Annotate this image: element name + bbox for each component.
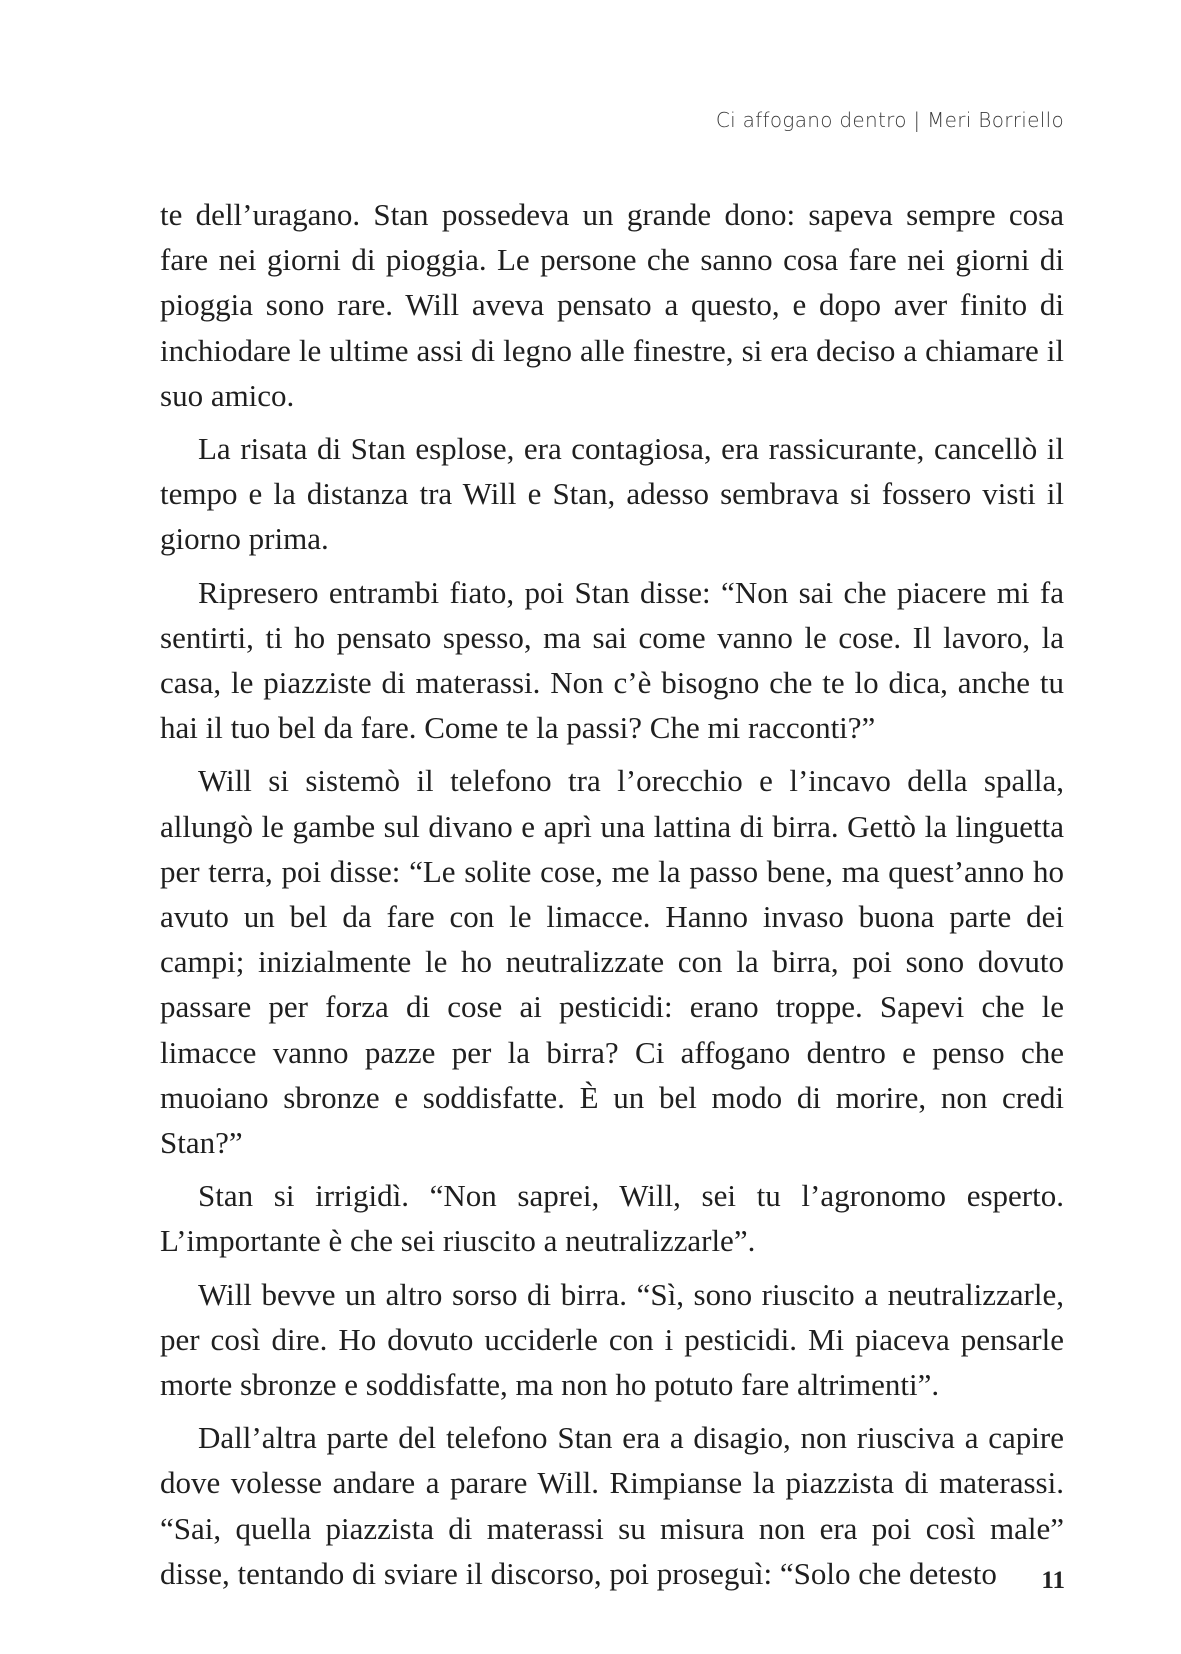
- body-text: [160, 192, 1064, 1604]
- paragraph: Will bevve un altro sorso di birra. “Sì, sono riuscito a neutralizzarle, per così dire. Ho dovuto ucciderle con i pesticidi. Mi piaceva pensarle morte sbronze e soddisfatte, ma non ho potuto fare altrimenti”.: [160, 1276, 1064, 1403]
- paragraph: Dall’altra parte del telefono Stan era a disagio, non riusciva a capire dove volesse andare a parare Will. Rimpianse la piazzista di materassi. “Sai, quella piazzista di materassi su misura non era poi così male” disse, tentando di sviare il discorso, poi proseguì: “Solo che detesto: [160, 1420, 1064, 1591]
- paragraph: Stan si irrigidì. “Non saprei, Will, sei tu l’agronomo esperto. L’importante è che sei riuscito a neutralizzarle”.: [160, 1178, 1064, 1259]
- paragraph: Will si sistemò il telefono tra l’orecchio e l’incavo della spalla, allungò le gambe sul divano e aprì una lattina di birra. Gettò la linguetta per terra, poi disse: “Le solite cose, me la passo bene, ma quest’anno ho avuto un bel da fare con le limacce. Hanno invaso buona parte dei campi; inizialmente le ho neutralizzate con la birra, poi sono dovuto passare per forza di cose ai pesticidi: erano troppe. Sapevi che le limacce vanno pazze per la birra? Ci affogano dentro e penso che muoiano sbronze e soddisfatte. È un bel modo di morire, non credi Stan?”: [160, 763, 1064, 1161]
- paragraph: Ripresero entrambi fiato, poi Stan disse: “Non sai che piacere mi fa sentirti, ti ho pensato spesso, ma sai come vanno le cose. Il lavoro, la casa, le piazziste di materassi. Non c’è bisogno che te lo dica, anche tu hai il tuo bel da fare. Come te la passi? Che mi racconti?”: [160, 574, 1064, 746]
- running-header: Ci affogano dentro | Meri Borriello: [715, 108, 1064, 132]
- paragraph: te dell’uragano. Stan possedeva un grande dono: sapeva sempre cosa fare nei giorni di pioggia. Le persone che sanno cosa fare nei giorni di pioggia sono rare. Will aveva pensato a questo, e dopo aver finito di inchiodare le ultime assi di legno alle finestre, si era deciso a chiamare il suo amico.: [160, 197, 1064, 413]
- page-number: 11: [1041, 1567, 1065, 1594]
- paragraph: La risata di Stan esplose, era contagiosa, era rassicurante, cancellò il tempo e la distanza tra Will e Stan, adesso sembrava si fossero visti il giorno prima.: [160, 431, 1064, 557]
